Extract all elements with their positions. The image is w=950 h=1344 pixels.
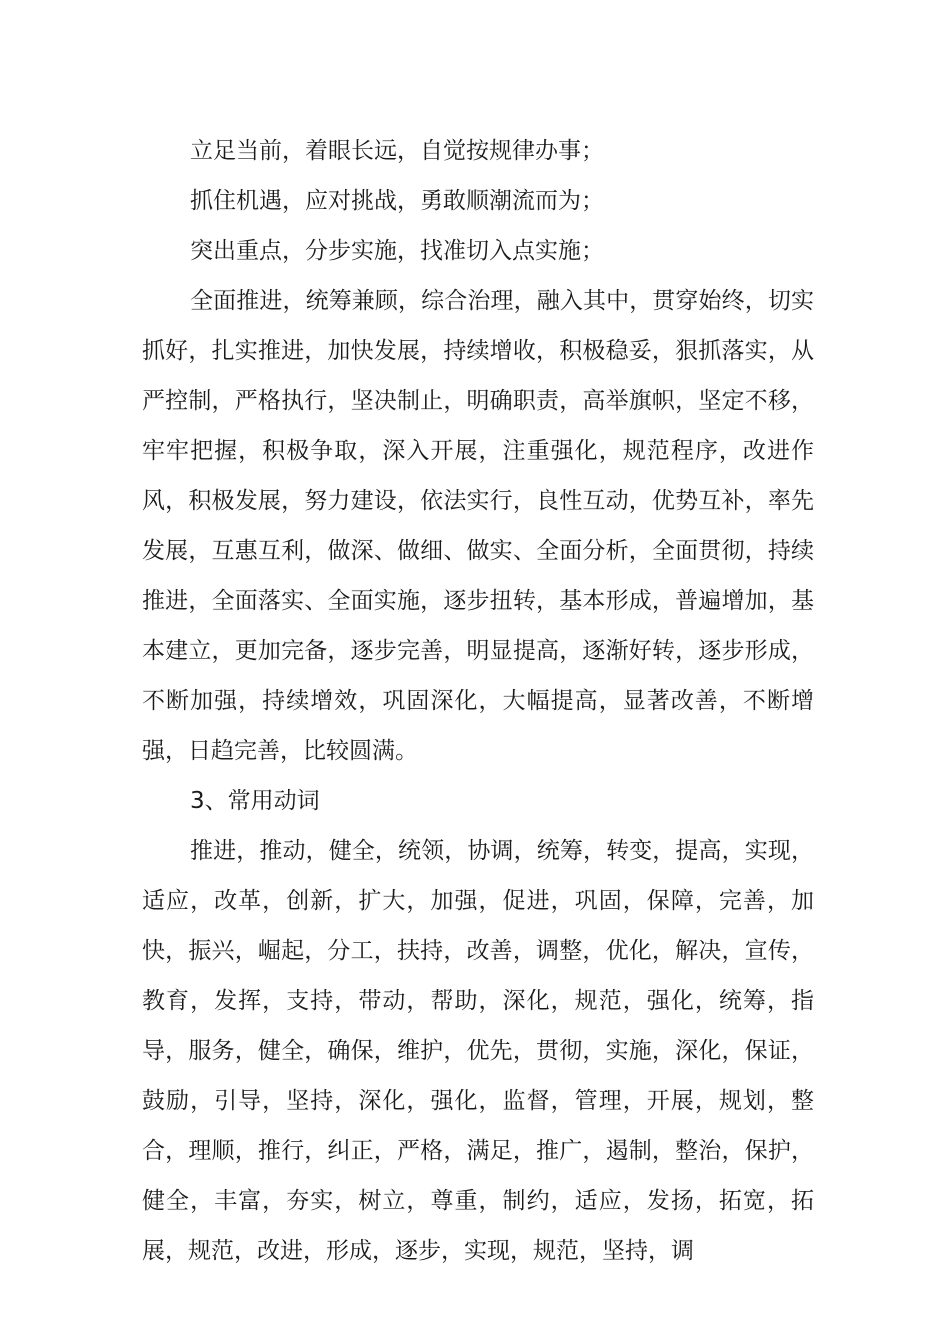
document-body [142, 126, 814, 1276]
section-heading-verbs: 3、常用动词 [190, 788, 320, 814]
paragraph-principle-1: 立足当前，着眼长远，自觉按规律办事； [190, 138, 604, 164]
paragraph-verbs: 推进，推动，健全，统领，协调，统筹，转变，提高，实现，适应，改革，创新，扩大，加强，促进，巩固，保障，完善，加快，振兴，崛起，分工，扶持，改善，调整，优化，解决，宣传，教育，发挥，支持，带动，帮助，深化，规范，强化，统筹，指导，服务，健全，确保，维护，优先，贯彻，实施，深化，保证，鼓励，引导，坚持，深化，强化，监督，管理，开展，规划，整合，理顺，推行，纠正，严格，满足，推广，遏制，整治，保护，健全，丰富，夯实，树立，尊重，制约，适应，发扬，拓宽，拓展，规范，改进，形成，逐步，实现，规范，坚持，调 [142, 838, 814, 1264]
paragraph-principle-3: 突出重点，分步实施，找准切入点实施； [190, 238, 604, 264]
paragraph-phrases: 全面推进，统筹兼顾，综合治理，融入其中，贯穿始终，切实抓好，扎实推进，加快发展，持续增收，积极稳妥，狠抓落实，从严控制，严格执行，坚决制止，明确职责，高举旗帜，坚定不移，牢牢把握，积极争取，深入开展，注重强化，规范程序，改进作风，积极发展，努力建设，依法实行，良性互动，优势互补，率先发展，互惠互利，做深、做细、做实、全面分析，全面贯彻，持续推进，全面落实、全面实施，逐步扭转，基本形成，普遍增加，基本建立，更加完备，逐步完善，明显提高，逐渐好转，逐步形成，不断加强，持续增效，巩固深化，大幅提高，显著改善，不断增强，日趋完善，比较圆满。 [142, 288, 814, 764]
paragraph-principle-2: 抓住机遇，应对挑战，勇敢顺潮流而为； [190, 188, 604, 214]
